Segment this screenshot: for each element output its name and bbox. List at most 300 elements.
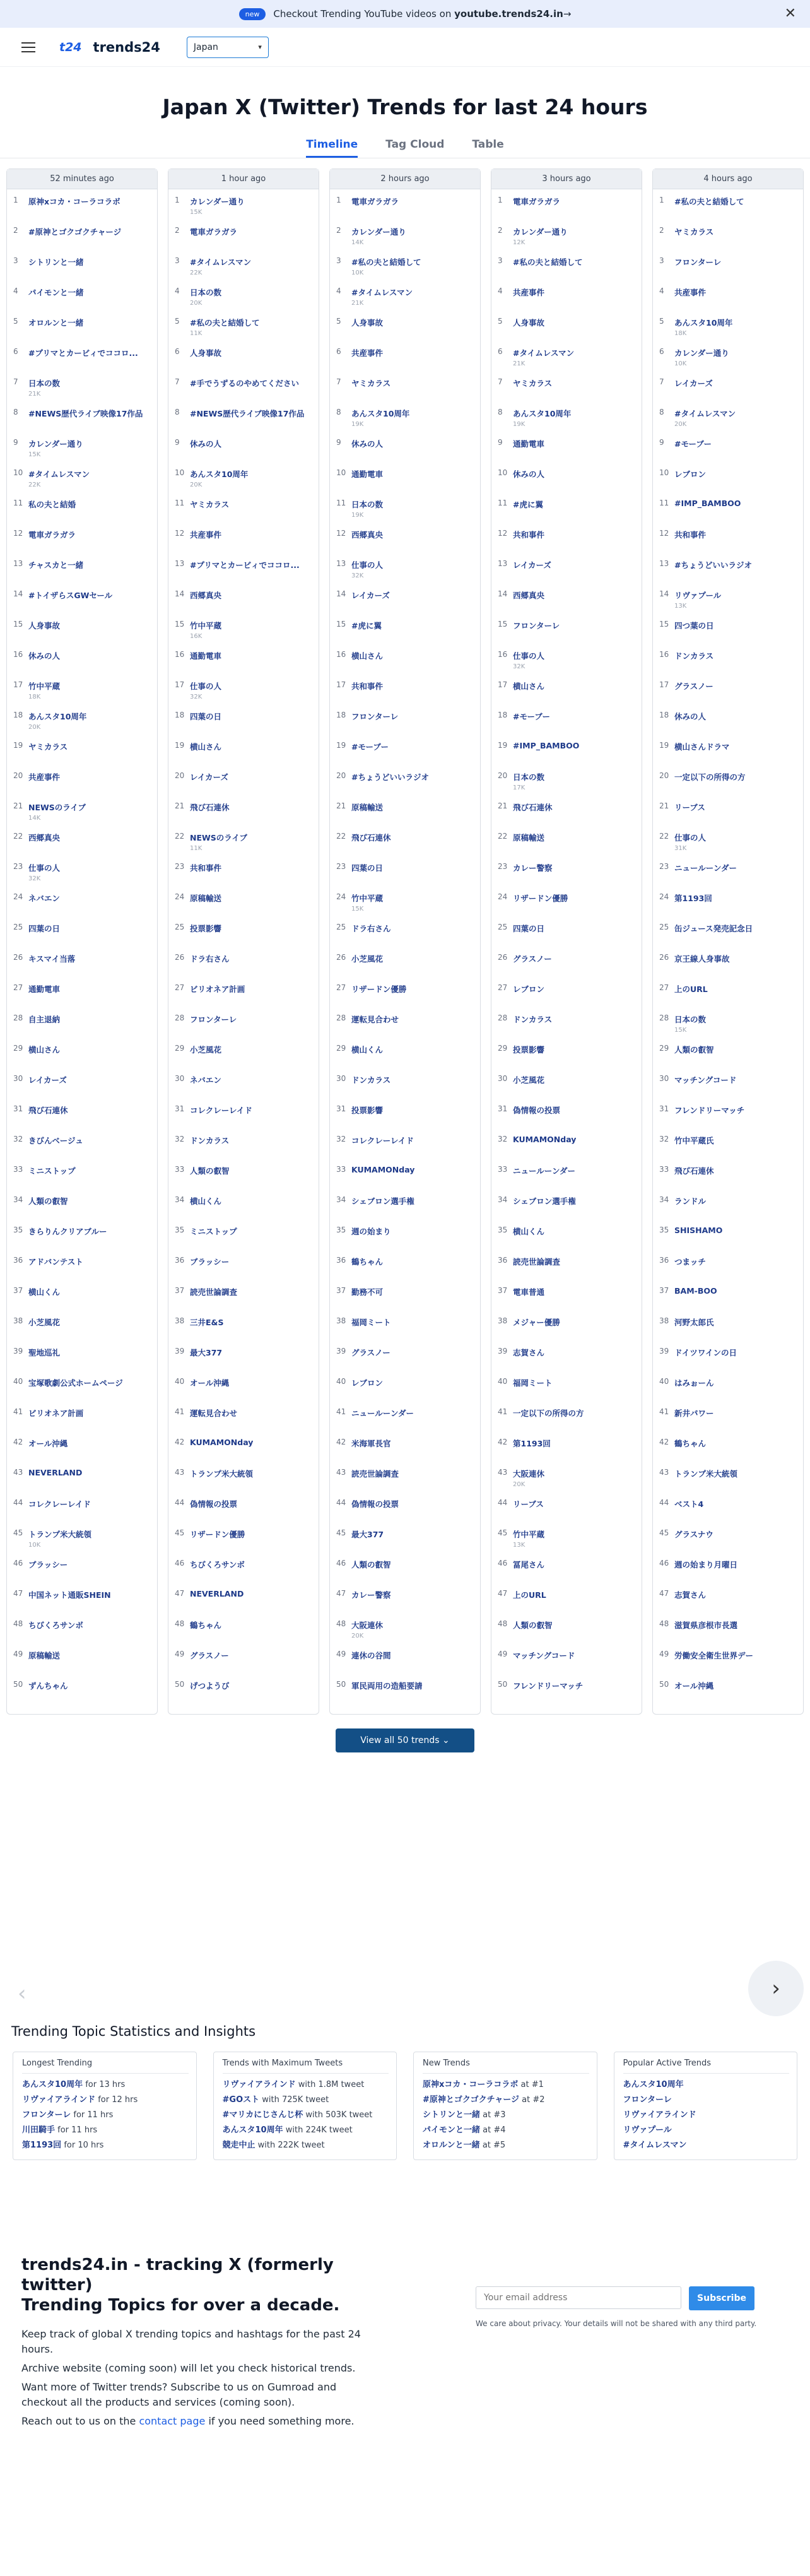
trend-link[interactable]: 人類の叡智 — [28, 1196, 68, 1206]
trend-link[interactable]: アドバンテスト — [28, 1257, 83, 1267]
stats-trend-link[interactable]: あんスタ10周年 — [22, 2080, 83, 2089]
trend-link[interactable]: 休みの人 — [190, 439, 222, 449]
trend-link[interactable]: 共産事件 — [674, 288, 707, 297]
hamburger-icon[interactable] — [21, 42, 35, 52]
trend-link[interactable]: ヤミカラス — [28, 742, 68, 752]
trend-link[interactable]: レブロン — [351, 1378, 384, 1388]
trend-link[interactable]: チャスカと一緒 — [28, 560, 84, 570]
trend-link[interactable]: 竹中平蔵 — [190, 621, 222, 630]
trend-link[interactable]: レイカーズ — [674, 379, 713, 388]
trend-link[interactable]: あんスタ10周年 — [190, 470, 249, 479]
trend-link[interactable]: コレクレーレイド — [190, 1106, 252, 1115]
trend-link[interactable]: NEVERLAND — [190, 1589, 244, 1598]
trend-link[interactable]: カレー警察 — [513, 863, 553, 873]
trend-link[interactable]: 四葉の日 — [351, 863, 384, 873]
stats-trend-link[interactable]: リヴァプール — [623, 2125, 672, 2135]
trend-link[interactable]: オール沖縄 — [28, 1439, 68, 1448]
trend-link[interactable]: 四つ葉の日 — [674, 621, 714, 630]
trend-link[interactable]: 米海軍長官 — [351, 1439, 391, 1448]
trend-link[interactable]: 鶴ちゃん — [351, 1257, 384, 1267]
trend-link[interactable]: 横山くん — [28, 1287, 61, 1297]
trend-link[interactable]: 電車ガラガラ — [190, 227, 238, 237]
close-icon[interactable]: ✕ — [784, 6, 796, 21]
trend-link[interactable]: リザードン優勝 — [190, 1530, 245, 1539]
chevron-right-icon[interactable]: › — [748, 1961, 804, 2016]
trend-link[interactable]: リヴァプール — [674, 591, 722, 600]
trend-link[interactable]: 西郷真央 — [28, 833, 61, 842]
trend-link[interactable]: 共和事件 — [190, 863, 222, 873]
trend-link[interactable]: 最大377 — [190, 1348, 223, 1357]
trend-link[interactable]: マッチングコード — [513, 1651, 575, 1660]
trend-link[interactable]: 人身事故 — [190, 348, 222, 358]
trend-link[interactable]: カレー警察 — [351, 1590, 391, 1600]
banner-text: Checkout Trending YouTube videos on — [273, 8, 452, 20]
trend-link[interactable]: 仕事の人 — [351, 560, 384, 570]
trend-link[interactable]: ネバエン — [190, 1075, 221, 1085]
trend-link[interactable]: レブロン — [513, 984, 545, 994]
trend-rank: 26 — [175, 953, 185, 962]
trend-link[interactable]: リザードン優勝 — [513, 894, 568, 903]
trend-link[interactable]: 缶ジュース発売記念日 — [674, 924, 753, 933]
trend-link[interactable]: #モーブー — [513, 712, 550, 721]
trend-link[interactable]: 原稿輸送 — [28, 1651, 61, 1660]
trend-link[interactable]: ブラッシー — [28, 1560, 68, 1569]
trend-link[interactable]: 通勤電車 — [190, 651, 222, 661]
trend-link[interactable]: 小芝風花 — [513, 1075, 545, 1085]
trend-link[interactable]: ヤミカラス — [513, 379, 553, 388]
trend-link[interactable]: 共産事件 — [190, 530, 222, 540]
stats-trend-link[interactable]: シトリンと一緒 — [423, 2110, 481, 2120]
trend-link[interactable]: 西郷真央 — [351, 530, 384, 540]
country-select[interactable] — [187, 37, 269, 58]
trend-link[interactable]: #原神とゴクゴクチャージ — [28, 227, 122, 237]
trend-link[interactable]: ヤミカラス — [351, 379, 391, 388]
trend-link[interactable]: 労働安全衛生世界デー — [674, 1651, 754, 1660]
trend-link[interactable]: ブラッシー — [190, 1257, 230, 1267]
trend-link[interactable]: 飛び石連休 — [674, 1166, 714, 1176]
stats-trend-link[interactable]: 第1193回 — [22, 2141, 62, 2150]
trend-link[interactable]: 運転見合わせ — [351, 1015, 399, 1024]
trend-link[interactable]: 志賀さん — [513, 1348, 545, 1357]
trend-link[interactable]: 共和事件 — [351, 682, 384, 691]
trend-link[interactable]: 四葉の日 — [190, 712, 222, 721]
stats-trend-link[interactable]: フロンターレ — [623, 2095, 672, 2105]
trend-link[interactable]: グラスノー — [351, 1348, 390, 1357]
trend-link[interactable]: グラスノー — [513, 954, 552, 964]
stats-value: with 1.8M tweet — [295, 2080, 365, 2089]
trend-link[interactable]: 横山さん — [513, 682, 545, 691]
trend-link[interactable]: フレンドリーマッチ — [674, 1106, 745, 1115]
trend-link[interactable]: 一定以下の所得の方 — [674, 772, 746, 782]
trend-link[interactable]: KUMAMONday — [190, 1438, 254, 1447]
trend-link[interactable]: 上のURL — [513, 1590, 546, 1600]
trend-link[interactable]: #タイムレスマン — [351, 288, 413, 297]
trend-link[interactable]: 新井パワー — [674, 1409, 714, 1418]
trend-link[interactable]: カレンダー通り — [351, 227, 406, 237]
trend-link[interactable]: 勤務不可 — [351, 1287, 384, 1297]
contact-page-link[interactable]: contact page — [139, 2415, 206, 2427]
trend-link[interactable]: カレンダー通り — [513, 227, 568, 237]
trend-link[interactable]: フロンターレ — [351, 712, 399, 721]
trend-link[interactable]: #私の夫と結婚して — [674, 197, 744, 206]
trend-link[interactable]: 一定以下の所得の方 — [513, 1409, 584, 1418]
trend-link[interactable]: リーブス — [674, 803, 705, 812]
trend-link[interactable]: 読売世論調査 — [513, 1257, 561, 1267]
trend-link[interactable]: #プリマとカービィでココロ... — [28, 348, 138, 358]
trend-link[interactable]: つまッチ — [674, 1257, 706, 1267]
trend-link[interactable]: 滋賀県彦根市長選 — [674, 1621, 738, 1630]
trend-link[interactable]: 通勤電車 — [28, 984, 61, 994]
trend-link[interactable]: ベスト4 — [674, 1499, 704, 1509]
trend-link[interactable]: ネバエン — [28, 894, 60, 903]
stats-trend-link[interactable]: あんスタ10周年 — [623, 2080, 684, 2089]
trend-link[interactable]: 人身事故 — [351, 318, 384, 328]
trend-link[interactable]: 通勤電車 — [513, 439, 545, 449]
trend-link[interactable]: ドンカラス — [674, 651, 714, 661]
stats-trend-link[interactable]: リヴァイアラインド — [22, 2095, 96, 2105]
tab-tag-cloud[interactable]: Tag Cloud — [385, 138, 445, 151]
trend-link[interactable]: フレンドリーマッチ — [513, 1681, 584, 1691]
trend-link[interactable]: BAM-BOO — [674, 1286, 717, 1296]
trend-link[interactable]: 宝塚歌劇公式ホームページ — [28, 1378, 123, 1388]
trend-link[interactable]: レブロン — [674, 470, 707, 479]
trend-link[interactable]: 冨尾さん — [513, 1560, 545, 1569]
stats-trend-link[interactable]: フロンターレ — [22, 2110, 71, 2120]
trend-link[interactable]: 日本の数 — [351, 500, 384, 509]
trend-link[interactable]: シェブロン選手権 — [351, 1196, 414, 1206]
stats-trend-link[interactable]: パイモンと一緒 — [423, 2125, 481, 2135]
trend-link[interactable]: NEWSのライブ — [28, 803, 86, 812]
trend-link[interactable]: 横山くん — [351, 1045, 384, 1055]
trend-link[interactable]: オール沖縄 — [674, 1681, 714, 1691]
trend-link[interactable]: 竹中平蔵 — [513, 1530, 545, 1539]
trend-link[interactable]: 連休の谷間 — [351, 1651, 391, 1660]
trend-link[interactable]: レイカーズ — [190, 772, 228, 782]
trend-link[interactable]: 自主退納 — [28, 1015, 61, 1024]
trend-link[interactable]: ニュールーンダー — [513, 1166, 576, 1176]
stats-trend-link[interactable]: #GOスト — [222, 2095, 260, 2105]
trend-link[interactable]: 通勤電車 — [351, 470, 384, 479]
trend-link[interactable]: 四葉の日 — [28, 924, 61, 933]
logo[interactable] — [59, 40, 160, 55]
trend-link[interactable]: フロンターレ — [190, 1015, 237, 1024]
trend-link[interactable]: #ちょうどいいラジオ — [674, 560, 752, 570]
trend-link[interactable]: 鶴ちゃん — [190, 1621, 222, 1630]
trend-link[interactable]: 福岡ミート — [513, 1378, 553, 1388]
trend-link[interactable]: 私の夫と結婚 — [28, 500, 76, 509]
trend-link[interactable]: ドラ右さん — [351, 924, 391, 933]
trend-link[interactable]: KUMAMONday — [351, 1165, 415, 1174]
trend-link[interactable]: カレンダー通り — [674, 348, 729, 358]
trend-link[interactable]: #ちょうどいいラジオ — [351, 772, 429, 782]
trend-link[interactable]: あんスタ10周年 — [28, 712, 87, 721]
email-field[interactable] — [476, 2286, 681, 2309]
stats-trend-link[interactable]: リヴァイアラインド — [222, 2080, 296, 2089]
trend-link[interactable]: ずんちゃん — [28, 1681, 68, 1691]
trend-link[interactable]: #タイムレスマン — [28, 470, 90, 479]
trend-link[interactable]: フロンターレ — [513, 621, 560, 630]
trend-link[interactable]: 原稿輸送 — [513, 833, 545, 842]
trend-link[interactable]: トランプ米大統領 — [190, 1469, 254, 1479]
trend-link[interactable]: トランプ米大統領 — [674, 1469, 738, 1479]
trend-link[interactable]: あんスタ10周年 — [674, 318, 733, 328]
trend-link[interactable]: 横山さんドラマ — [674, 742, 730, 752]
tab-table[interactable]: Table — [472, 138, 504, 151]
stats-trend-link[interactable]: リヴァイアラインド — [623, 2110, 696, 2120]
trend-link[interactable]: #私の夫と結婚して — [351, 257, 421, 267]
trend-link[interactable]: 飛び石連休 — [190, 803, 230, 812]
trend-link[interactable]: 飛び石連休 — [351, 833, 391, 842]
trend-link[interactable]: 志賀さん — [674, 1590, 707, 1600]
trend-link[interactable]: 仕事の人 — [190, 682, 222, 691]
trend-link[interactable]: 読売世論調査 — [351, 1469, 399, 1479]
trend-link[interactable]: オロルンと一緒 — [28, 318, 84, 328]
trend-link[interactable]: KUMAMONday — [513, 1135, 577, 1144]
trend-link[interactable]: #IMP_BAMBOO — [513, 741, 580, 750]
trend-link[interactable]: 休みの人 — [674, 712, 707, 721]
trend-link[interactable]: 小芝風花 — [28, 1318, 61, 1327]
trend-link[interactable]: ミニストップ — [190, 1227, 237, 1236]
banner-link[interactable]: youtube.trends24.in — [454, 8, 563, 20]
trend-link[interactable]: 電車ガラガラ — [513, 197, 561, 206]
trend-link[interactable]: トランプ米大統領 — [28, 1530, 92, 1539]
trend-link[interactable]: ランドル — [674, 1196, 707, 1206]
trend-link[interactable]: ちびくろサンボ — [190, 1560, 245, 1569]
trend-link[interactable]: 人身事故 — [513, 318, 545, 328]
trend-link[interactable]: メジャー優勝 — [513, 1318, 560, 1327]
trend-link[interactable]: 日本の数 — [674, 1015, 707, 1024]
trend-link[interactable]: グラスナウ — [674, 1530, 713, 1539]
subscribe-button[interactable]: Subscribe — [689, 2286, 754, 2310]
trend-link[interactable]: 飛び石連休 — [513, 803, 553, 812]
trend-link[interactable]: 休みの人 — [351, 439, 384, 449]
trend-link[interactable]: 京王線人身事故 — [674, 954, 730, 964]
trend-link[interactable]: あんスタ10周年 — [351, 409, 410, 418]
trend-link[interactable]: 電車普通 — [513, 1287, 545, 1297]
trend-link[interactable]: 小芝風花 — [190, 1045, 222, 1055]
trend-link[interactable]: 小芝風花 — [351, 954, 384, 964]
trend-link[interactable]: きらりんクリアブルー — [28, 1227, 107, 1236]
trend-item — [330, 916, 480, 947]
stats-trend-link[interactable]: 競走中止 — [222, 2141, 255, 2150]
trend-link[interactable]: 仕事の人 — [28, 863, 61, 873]
trend-link[interactable]: カレンダー通り — [28, 439, 83, 449]
trend-link[interactable]: ヤミカラス — [190, 500, 230, 509]
trend-link[interactable]: #私の夫と結婚して — [513, 257, 583, 267]
stats-trend-link[interactable]: オロルンと一緒 — [423, 2141, 480, 2150]
trend-link[interactable]: 週の始まり — [351, 1227, 391, 1236]
trend-link[interactable]: ビリオネア計画 — [190, 984, 245, 994]
trend-link[interactable]: 共和事件 — [513, 530, 545, 540]
stats-trend-link[interactable]: #原神とゴクゴクチャージ — [423, 2095, 519, 2105]
trend-link[interactable]: 共産事件 — [28, 772, 61, 782]
trend-link[interactable]: ドンカラス — [513, 1015, 553, 1024]
trend-link[interactable]: ドンカラス — [351, 1075, 391, 1085]
trend-link[interactable]: SHISHAMO — [674, 1226, 723, 1235]
trend-link[interactable]: 人類の叡智 — [513, 1621, 553, 1630]
trend-link[interactable]: 鶴ちゃん — [674, 1439, 707, 1448]
trend-item — [7, 220, 157, 250]
trend-link[interactable]: 日本の数 — [28, 379, 61, 388]
trend-link[interactable]: 投票影響 — [513, 1045, 545, 1055]
trend-link[interactable]: #トイザらスGWセール — [28, 591, 113, 600]
stats-trend-link[interactable]: 原神xコカ・コーラコラボ — [423, 2080, 519, 2089]
trend-link[interactable]: 偽情報の投票 — [513, 1106, 561, 1115]
trend-link[interactable]: 竹中平蔵 — [28, 682, 61, 691]
trend-link[interactable]: NEVERLAND — [28, 1468, 83, 1477]
stats-trend-link[interactable]: #マリカにじさんじ杯 — [222, 2110, 303, 2120]
trend-link[interactable]: #虎に翼 — [513, 500, 543, 509]
trend-link[interactable]: コレクレーレイド — [28, 1499, 91, 1509]
trend-link[interactable]: 人類の叡智 — [351, 1560, 391, 1569]
trend-link[interactable]: 聖地巡礼 — [28, 1348, 61, 1357]
trend-link[interactable]: 日本の数 — [190, 288, 222, 297]
trend-link[interactable]: 共産事件 — [351, 348, 384, 358]
trend-item — [330, 1371, 480, 1401]
trend-link[interactable]: ドンカラス — [190, 1136, 230, 1145]
trend-link[interactable]: げつようび — [190, 1681, 230, 1691]
trend-link[interactable]: 仕事の人 — [674, 833, 707, 842]
trend-item — [330, 1643, 480, 1674]
trend-link[interactable]: リザードン優勝 — [351, 984, 407, 994]
trend-link[interactable]: 河野太郎氏 — [674, 1318, 714, 1327]
trend-link[interactable]: #IMP_BAMBOO — [674, 499, 741, 508]
tab-timeline[interactable]: Timeline — [306, 138, 358, 158]
trend-rank: 14 — [336, 589, 346, 598]
trend-link[interactable]: 横山さん — [351, 651, 384, 661]
trend-link[interactable]: #NEWS歴代ライブ映像17作品 — [190, 409, 305, 418]
trend-link[interactable]: 人類の叡智 — [674, 1045, 714, 1055]
trend-link[interactable]: シェブロン選手権 — [513, 1196, 576, 1206]
trend-link[interactable]: パイモンと一緒 — [28, 288, 84, 297]
tweet-count: 32K — [513, 663, 525, 670]
trend-link[interactable]: 西郷真央 — [513, 591, 545, 600]
trend-link[interactable]: 日本の数 — [513, 772, 545, 782]
trend-item — [168, 220, 319, 250]
trend-link[interactable]: 週の始まり月曜日 — [674, 1560, 738, 1569]
trend-link[interactable]: レイカーズ — [28, 1075, 67, 1085]
trend-rank: 45 — [659, 1528, 669, 1537]
trend-link[interactable]: 軍民両用の造船要請 — [351, 1681, 423, 1691]
trend-link[interactable]: 休みの人 — [513, 470, 545, 479]
trend-link[interactable]: グラスノー — [190, 1651, 229, 1660]
trend-link[interactable]: 人身事故 — [28, 621, 61, 630]
trend-link[interactable]: 福岡ミート — [351, 1318, 391, 1327]
trend-link[interactable]: 大阪連休 — [513, 1469, 545, 1479]
trend-link[interactable]: 偽情報の投票 — [351, 1499, 399, 1509]
trend-link[interactable]: #タイムレスマン — [513, 348, 575, 358]
trend-link[interactable]: #虎に翼 — [351, 621, 382, 630]
trend-item — [491, 310, 642, 341]
trend-link[interactable]: #プリマとカービィでココロ... — [190, 560, 300, 570]
stats-trend-link[interactable]: あんスタ10周年 — [222, 2125, 283, 2135]
trend-link[interactable]: 読売世論調査 — [190, 1287, 238, 1297]
trend-link[interactable]: 西郷真央 — [190, 591, 222, 600]
trend-link[interactable]: グラスノー — [674, 682, 713, 691]
trend-link[interactable]: ビリオネア計画 — [28, 1409, 84, 1418]
trend-link[interactable]: あんスタ10周年 — [513, 409, 572, 418]
trend-link[interactable]: #モーブー — [674, 439, 712, 449]
trend-link[interactable]: 最大377 — [351, 1530, 384, 1539]
trend-link[interactable]: #NEWS歴代ライブ映像17作品 — [28, 409, 143, 418]
trend-link[interactable]: 電車ガラガラ — [351, 197, 399, 206]
trend-link[interactable]: 運転見合わせ — [190, 1409, 238, 1418]
trend-link[interactable]: シトリンと一緒 — [28, 257, 84, 267]
chevron-left-icon[interactable]: ‹ — [18, 1981, 26, 2006]
trend-link[interactable]: 横山くん — [190, 1196, 222, 1206]
trend-link[interactable]: ヤミカラス — [674, 227, 714, 237]
trend-link[interactable]: 横山さん — [28, 1045, 61, 1055]
trend-link[interactable]: 投票影響 — [351, 1106, 384, 1115]
trend-link[interactable]: #私の夫と結婚して — [190, 318, 260, 328]
trend-link[interactable]: #タイムレスマン — [674, 409, 736, 418]
trend-link[interactable]: 第1193回 — [513, 1439, 551, 1448]
trend-link[interactable]: レイカーズ — [351, 591, 390, 600]
trend-link[interactable]: 中国ネット通販SHEIN — [28, 1590, 111, 1600]
trend-link[interactable]: #タイムレスマン — [190, 257, 252, 267]
trend-rank: 29 — [175, 1044, 185, 1053]
trend-link[interactable]: きびんベージュ — [28, 1136, 83, 1145]
trend-link[interactable]: 原稿輸送 — [351, 803, 384, 812]
trend-item — [168, 462, 319, 492]
trend-link[interactable]: ミニストップ — [28, 1166, 76, 1176]
trend-link[interactable]: はみぉーん — [674, 1378, 714, 1388]
trend-link[interactable]: マッチングコード — [674, 1075, 737, 1085]
trend-link[interactable]: 横山くん — [513, 1227, 545, 1236]
trend-link[interactable]: 横山さん — [190, 742, 222, 752]
trend-link[interactable]: 仕事の人 — [513, 651, 545, 661]
trend-link[interactable]: ドラ右さん — [190, 954, 230, 964]
trend-link[interactable]: レイカーズ — [513, 560, 551, 570]
view-all-button[interactable] — [336, 1728, 474, 1752]
trend-link[interactable]: 投票影響 — [190, 924, 222, 933]
trend-link[interactable]: 共産事件 — [513, 288, 545, 297]
trend-link[interactable]: コレクレーレイド — [351, 1136, 414, 1145]
trend-link[interactable]: 電車ガラガラ — [28, 530, 76, 540]
trend-link[interactable]: 上のURL — [674, 984, 708, 994]
trend-link[interactable]: フロンターレ — [674, 257, 722, 267]
trend-link[interactable]: ニュールーンダー — [674, 863, 737, 873]
trend-link[interactable]: カレンダー通り — [190, 197, 245, 206]
trend-link[interactable]: 休みの人 — [28, 651, 61, 661]
trend-link[interactable]: リーブス — [513, 1499, 544, 1509]
trend-item — [491, 1613, 642, 1643]
trend-link[interactable]: 原神xコカ・コーラコラボ — [28, 197, 120, 206]
stats-trend-link[interactable]: #タイムレスマン — [623, 2141, 687, 2150]
trend-link[interactable]: ちびくろサンボ — [28, 1621, 83, 1630]
trend-link[interactable]: 大阪連休 — [351, 1621, 384, 1630]
trend-link[interactable]: 偽情報の投票 — [190, 1499, 238, 1509]
trend-link[interactable]: 第1193回 — [674, 894, 712, 903]
trend-rank: 21 — [336, 801, 346, 810]
trend-link[interactable]: #モーブー — [351, 742, 389, 752]
stats-trend-link[interactable]: 川田騎手 — [22, 2125, 56, 2135]
trend-link[interactable]: 飛び石連休 — [28, 1106, 68, 1115]
trend-link[interactable]: NEWSのライブ — [190, 833, 248, 842]
trend-link[interactable]: 竹中平蔵 — [351, 894, 384, 903]
trend-link[interactable]: キスマイ当落 — [28, 954, 76, 964]
trend-link[interactable]: 四葉の日 — [513, 924, 545, 933]
trend-link[interactable]: 共和事件 — [674, 530, 707, 540]
trend-link[interactable]: #手でうずるのやめてください — [190, 379, 299, 388]
trend-link[interactable]: 人類の叡智 — [190, 1166, 230, 1176]
trend-link[interactable]: 原稿輸送 — [190, 894, 222, 903]
trend-link[interactable]: 竹中平蔵氏 — [674, 1136, 714, 1145]
trend-link[interactable]: 三井E&S — [190, 1318, 224, 1327]
trend-link[interactable]: オール沖縄 — [190, 1378, 230, 1388]
trend-link[interactable]: ニュールーンダー — [351, 1409, 414, 1418]
trend-link[interactable]: ドイツワインの日 — [674, 1348, 737, 1357]
